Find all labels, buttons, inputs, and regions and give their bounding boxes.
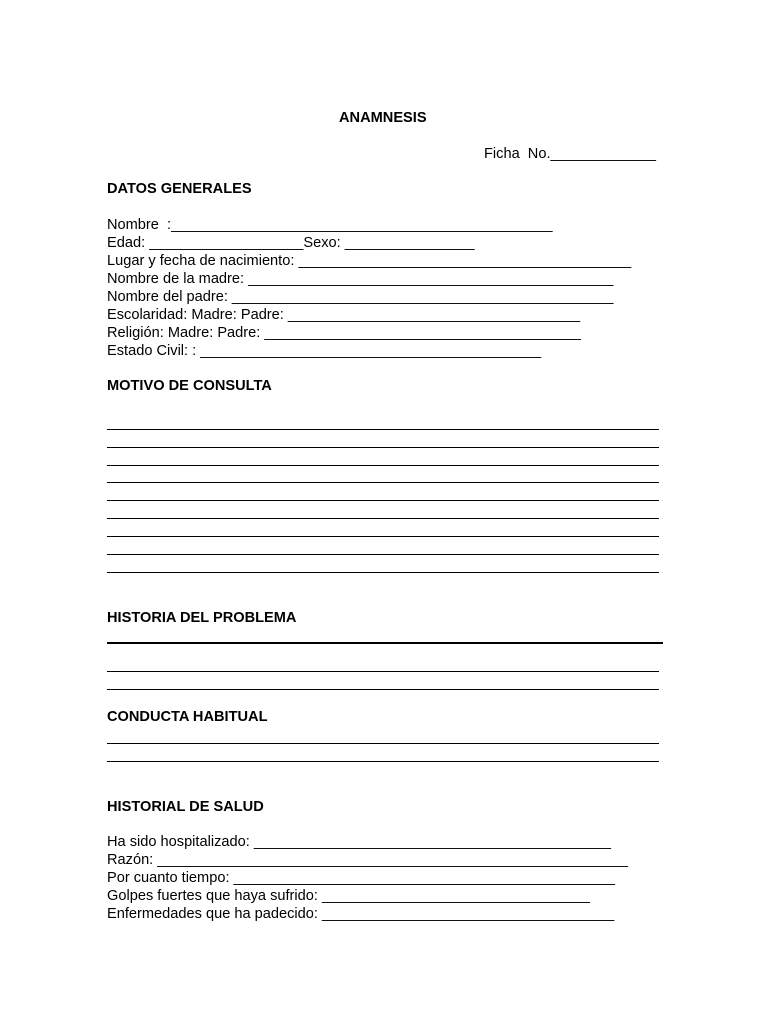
field-golpes-fuertes: Golpes fuertes que haya sufrido: _________________________________ <box>107 888 590 904</box>
writing-line <box>107 465 659 466</box>
field-nombre-madre: Nombre de la madre: _____________________________________________ <box>107 271 614 287</box>
field-enfermedades: Enfermedades que ha padecido: ____________________________________ <box>107 906 615 922</box>
section-heading-historia-problema: HISTORIA DEL PROBLEMA <box>107 610 297 626</box>
field-por-cuanto-tiempo: Por cuanto tiempo: _______________________________________________ <box>107 870 616 886</box>
field-nombre: Nombre :_______________________________________________ <box>107 217 553 233</box>
field-edad-sexo: Edad: ___________________Sexo: ________________ <box>107 235 475 251</box>
field-razon: Razón: __________________________________________________________ <box>107 852 629 868</box>
section-heading-historial-salud: HISTORIAL DE SALUD <box>107 799 264 815</box>
field-lugar-fecha-nacimiento: Lugar y fecha de nacimiento: _________________________________________ <box>107 253 632 269</box>
writing-line <box>107 743 659 744</box>
section-heading-motivo-consulta: MOTIVO DE CONSULTA <box>107 378 272 394</box>
field-hospitalizado: Ha sido hospitalizado: ____________________________________________ <box>107 834 611 850</box>
writing-line <box>107 572 659 573</box>
section-heading-conducta-habitual: CONDUCTA HABITUAL <box>107 709 268 725</box>
writing-line <box>107 536 659 537</box>
ficha-number-field: Ficha No._____________ <box>484 146 657 162</box>
field-escolaridad: Escolaridad: Madre: Padre: ____________________________________ <box>107 307 581 323</box>
writing-line <box>107 761 659 762</box>
section-heading-datos-generales: DATOS GENERALES <box>107 181 252 197</box>
writing-line <box>107 482 659 483</box>
writing-line <box>107 500 659 501</box>
writing-line <box>107 518 659 519</box>
field-religion: Religión: Madre: Padre: _______________________________________ <box>107 325 581 341</box>
field-estado-civil: Estado Civil: : __________________________________________ <box>107 343 542 359</box>
writing-line <box>107 554 659 555</box>
writing-line <box>107 689 659 690</box>
writing-line <box>107 447 659 448</box>
writing-line <box>107 429 659 430</box>
document-title: ANAMNESIS <box>339 110 427 126</box>
writing-line <box>107 642 663 644</box>
writing-line <box>107 671 659 672</box>
field-nombre-padre: Nombre del padre: _______________________________________________ <box>107 289 614 305</box>
